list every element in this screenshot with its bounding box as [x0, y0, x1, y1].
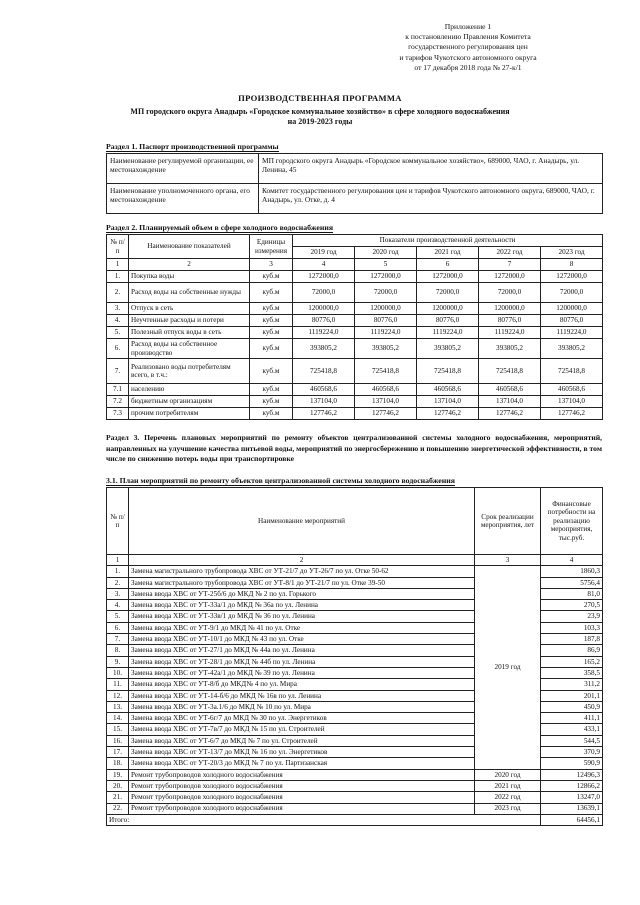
measures-body [107, 566, 603, 815]
row-value: 393805,2 [479, 339, 541, 359]
measure-sum: 13639,1 [541, 803, 603, 814]
row-name: Неучтенные расходы и потери [129, 315, 250, 327]
row-value: 393805,2 [417, 339, 479, 359]
measure-sum: 81,0 [541, 588, 603, 599]
measure-sum: 311,2 [541, 679, 603, 690]
row-value: 72000,0 [417, 283, 479, 303]
row-value: 72000,0 [541, 283, 603, 303]
header-finance: Финансовые потребности на реализацию мероприятия, тыс.руб. [541, 488, 603, 555]
measure-sum: 544,5 [541, 735, 603, 746]
measure-sum: 12866,2 [541, 780, 603, 791]
measure-row [107, 780, 603, 791]
measure-name: Замена ввода ХВС от УТ-28/1 до МКД № 44б по ул. Ленина [129, 656, 475, 667]
volume-row [107, 359, 603, 384]
row-value: 1272000,0 [479, 271, 541, 283]
volume-header-row [107, 235, 603, 247]
measure-name: Ремонт трубопроводов холодного водоснабжения [129, 803, 475, 814]
measures-header-row [107, 488, 603, 555]
row-num: 7.1 [107, 384, 129, 396]
row-value: 460568,6 [355, 384, 417, 396]
row-name: Расход воды на собственное производство [129, 339, 250, 359]
index-cell: 5 [355, 259, 417, 271]
row-value: 393805,2 [355, 339, 417, 359]
measure-name: Замена ввода ХВС от УТ-9/1 до МКД № 41 по ул. Отке [129, 622, 475, 633]
measure-num: 12. [107, 690, 129, 701]
row-value: 393805,2 [541, 339, 603, 359]
measure-sum: 370,9 [541, 747, 603, 758]
row-num: 2. [107, 283, 129, 303]
annex-line: государственного регулирования цен [408, 42, 528, 52]
measure-name: Замена ввода ХВС от УТ-25б/6 до МКД № 2 по ул. Горького [129, 588, 475, 599]
row-value: 725418,8 [293, 359, 355, 384]
row-value: 127746,2 [355, 408, 417, 420]
row-value: 127746,2 [541, 408, 603, 420]
measure-name: Замена ввода ХВС от УТ-8/б до МКД№ 4 по ул. Мира [129, 679, 475, 690]
row-value: 460568,6 [293, 384, 355, 396]
row-num: 4. [107, 315, 129, 327]
measure-name: Замена ввода ХВС от УТ-42а/1 до МКД № 39 по ул. Ленина [129, 667, 475, 678]
row-num: 7.3 [107, 408, 129, 420]
row-value: 725418,8 [417, 359, 479, 384]
measure-name: Замена ввода ХВС от УТ-14-б/6 до МКД № 16в по ул. Ленина [129, 690, 475, 701]
passport-label: Наименование регулируемой организации, ее местонахождение [107, 154, 259, 184]
measure-sum: 270,5 [541, 600, 603, 611]
volume-body [107, 271, 603, 420]
measure-sum: 450,9 [541, 701, 603, 712]
section2-heading [106, 223, 333, 232]
row-unit: куб.м [250, 396, 293, 408]
volume-row [107, 384, 603, 396]
row-name: Отпуск в сеть [129, 303, 250, 315]
header-year: 2023 год [541, 247, 603, 259]
row-value: 1200000,0 [293, 303, 355, 315]
index-cell: 8 [541, 259, 603, 271]
measure-num: 9. [107, 656, 129, 667]
row-unit: куб.м [250, 327, 293, 339]
volume-table [106, 234, 603, 420]
header-group: Показатели производственной деятельности [293, 235, 603, 247]
row-value: 1200000,0 [355, 303, 417, 315]
row-value: 1272000,0 [293, 271, 355, 283]
measure-num: 1. [107, 566, 129, 577]
volume-row [107, 283, 603, 303]
measure-sum: 187,8 [541, 634, 603, 645]
row-name: Покупка воды [129, 271, 250, 283]
measure-name: Замена ввода ХВС от УТ-27/1 до МКД № 44а по ул. Ленина [129, 645, 475, 656]
row-value: 80776,0 [293, 315, 355, 327]
measure-row [107, 803, 603, 814]
measures-table [106, 487, 603, 826]
row-value: 725418,8 [541, 359, 603, 384]
row-value: 72000,0 [479, 283, 541, 303]
row-value: 1119224,0 [479, 327, 541, 339]
measure-name: Ремонт трубопроводов холодного водоснабжения [129, 792, 475, 803]
row-value: 460568,6 [417, 384, 479, 396]
measure-num: 5. [107, 611, 129, 622]
header-year: 2020 год [355, 247, 417, 259]
measure-sum: 86,9 [541, 645, 603, 656]
row-value: 80776,0 [355, 315, 417, 327]
measure-num: 10. [107, 667, 129, 678]
row-unit: куб.м [250, 315, 293, 327]
annex-line: и тарифов Чукотского автономного округа [399, 52, 537, 62]
measure-sum: 411,1 [541, 713, 603, 724]
measure-num: 7. [107, 634, 129, 645]
row-value: 1200000,0 [479, 303, 541, 315]
index-cell: 2 [129, 259, 250, 271]
row-value: 72000,0 [355, 283, 417, 303]
row-name: прочим потребителям [129, 408, 250, 420]
measure-name: Ремонт трубопроводов холодного водоснабжения [129, 769, 475, 780]
row-value: 137104,0 [541, 396, 603, 408]
measure-term: 2019 год [475, 566, 541, 769]
index-cell: 6 [417, 259, 479, 271]
index-cell: 4 [541, 555, 603, 566]
measure-num: 14. [107, 713, 129, 724]
volume-row [107, 303, 603, 315]
row-num: 7. [107, 359, 129, 384]
row-num: 3. [107, 303, 129, 315]
measure-name: Ремонт трубопроводов холодного водоснабжения [129, 780, 475, 791]
row-value: 127746,2 [293, 408, 355, 420]
passport-row [107, 154, 603, 184]
header-year: 2021 год [417, 247, 479, 259]
row-num: 6. [107, 339, 129, 359]
passport-label: Наименование уполномоченного органа, его местонахождение [107, 184, 259, 214]
row-value: 72000,0 [293, 283, 355, 303]
row-num: 1. [107, 271, 129, 283]
measure-name: Замена магистрального трубопровода ХВС от УТ-21/7 до УТ-26/7 по ул. Отке 50-62 [129, 566, 475, 577]
measure-num: 11. [107, 679, 129, 690]
measure-num: 8. [107, 645, 129, 656]
row-value: 460568,6 [479, 384, 541, 396]
measure-num: 22. [107, 803, 129, 814]
measures-total-row [107, 814, 603, 825]
section31-heading [106, 476, 455, 485]
row-value: 1200000,0 [417, 303, 479, 315]
header-num: № п/п [107, 235, 129, 259]
measure-num: 18. [107, 758, 129, 769]
measure-term: 2023 год [475, 803, 541, 814]
measure-sum: 12496,3 [541, 769, 603, 780]
row-value: 80776,0 [417, 315, 479, 327]
measure-num: 13. [107, 701, 129, 712]
row-value: 1119224,0 [417, 327, 479, 339]
row-value: 393805,2 [293, 339, 355, 359]
row-value: 725418,8 [355, 359, 417, 384]
header-num: № п/п [107, 488, 129, 555]
row-unit: куб.м [250, 271, 293, 283]
measure-name: Замена ввода ХВС от УТ-20/3 до МКД № 7 по ул. Партизанская [129, 758, 475, 769]
measure-name: Замена ввода ХВС от УТ-33в/1 до МКД № 36 по ул. Ленина [129, 611, 475, 622]
row-unit: куб.м [250, 359, 293, 384]
index-cell: 2 [129, 555, 475, 566]
measure-sum: 201,1 [541, 690, 603, 701]
header-term: Срок реализации мероприятия, лет [475, 488, 541, 555]
row-unit: куб.м [250, 283, 293, 303]
measure-num: 3. [107, 588, 129, 599]
header-unit: Единицы измерения [250, 235, 293, 259]
measure-sum: 23,9 [541, 611, 603, 622]
measure-num: 17. [107, 747, 129, 758]
measure-num: 21. [107, 792, 129, 803]
header-name: Наименование мероприятий [129, 488, 475, 555]
row-value: 137104,0 [293, 396, 355, 408]
index-cell: 4 [293, 259, 355, 271]
row-value: 137104,0 [479, 396, 541, 408]
measure-num: 4. [107, 600, 129, 611]
row-value: 80776,0 [479, 315, 541, 327]
row-value: 80776,0 [541, 315, 603, 327]
section3-text: Раздел 3. Перечень плановых мероприятий по ремонту объектов централизованной системы холодного водоснабжения, мероприятий, направленных на улучшение качества питьевой воды, мероприятий по энергосбережению и повышению энергетической эффективности, в том числе по снижению потерь воды при транспортировке [106, 433, 602, 463]
row-value: 1272000,0 [541, 271, 603, 283]
annex-block [338, 22, 598, 73]
document-title: ПРОИЗВОДСТВЕННАЯ ПРОГРАММА [238, 93, 402, 103]
measure-sum: 358,5 [541, 667, 603, 678]
row-name: Реализовано воды потребителям всего, в т.ч.: [129, 359, 250, 384]
measure-sum: 13247,0 [541, 792, 603, 803]
annex-line: к постановлению Правления Комитета [405, 32, 531, 42]
measure-sum: 1860,3 [541, 566, 603, 577]
row-unit: куб.м [250, 384, 293, 396]
measures-index-row [107, 555, 603, 566]
row-value: 1119224,0 [355, 327, 417, 339]
measure-name: Замена ввода ХВС от УТ-6/7 до МКД № 7 по ул. Строителей [129, 735, 475, 746]
measure-num: 2. [107, 577, 129, 588]
subtitle-line: МП городского округа Анадырь «Городское коммунальное хозяйство» в сфере холодного водоснабжения [130, 107, 510, 116]
row-num: 5. [107, 327, 129, 339]
row-value: 1272000,0 [417, 271, 479, 283]
measure-name: Замена ввода ХВС от УТ-6г/7 до МКД № 30 по ул. Энергетиков [129, 713, 475, 724]
passport-value: Комитет государственного регулирования цен и тарифов Чукотского автономного округа, 689000, ЧАО, г. Анадырь, ул. Отке, д. 4 [259, 184, 603, 214]
index-cell: 3 [475, 555, 541, 566]
row-value: 460568,6 [541, 384, 603, 396]
measure-sum: 5756,4 [541, 577, 603, 588]
measure-num: 16. [107, 735, 129, 746]
passport-row [107, 184, 603, 214]
header-year: 2019 год [293, 247, 355, 259]
header-year: 2022 год [479, 247, 541, 259]
row-value: 1119224,0 [541, 327, 603, 339]
measure-sum: 103,3 [541, 622, 603, 633]
index-cell: 1 [107, 259, 129, 271]
subtitle-line: на 2019-2023 годы [287, 117, 353, 126]
row-name: населению [129, 384, 250, 396]
row-value: 725418,8 [479, 359, 541, 384]
measure-name: Замена магистрального трубопровода ХВС от УТ-8/1 до УТ-21/7 по ул. Отке 39-50 [129, 577, 475, 588]
row-name: бюджетным организациям [129, 396, 250, 408]
volume-row [107, 327, 603, 339]
measure-name: Замена ввода ХВС от УТ-13/7 до МКД № 16 по ул. Энергетиков [129, 747, 475, 758]
row-value: 137104,0 [355, 396, 417, 408]
row-value: 137104,0 [417, 396, 479, 408]
measure-name: Замена ввода ХВС от УТ-7в/7 до МКД № 15 по ул. Строителей [129, 724, 475, 735]
annex-line: Приложение 1 [444, 22, 492, 31]
row-value: 1119224,0 [293, 327, 355, 339]
row-name: Расход воды на собственные нужды [129, 283, 250, 303]
volume-index-row [107, 259, 603, 271]
section2-heading-text: Раздел 2. Планируемый объем в сфере холодного водоснабжения [106, 223, 334, 232]
measure-sum: 590,9 [541, 758, 603, 769]
row-value: 1272000,0 [355, 271, 417, 283]
row-num: 7.2 [107, 396, 129, 408]
total-label: Итого: [107, 814, 541, 825]
row-unit: куб.м [250, 408, 293, 420]
row-value: 1200000,0 [541, 303, 603, 315]
passport-value: МП городского округа Анадырь «Городское коммунальное хозяйство», 689000, ЧАО, г. Анадырь, ул. Ленина, 45 [259, 154, 603, 184]
section31-heading-text: 3.1. План мероприятий по ремонту объектов централизованной системы холодного водоснабжения [106, 476, 455, 485]
section1-heading-text: Раздел 1. Паспорт производственной программы [106, 142, 279, 151]
row-unit: куб.м [250, 339, 293, 359]
measure-num: 6. [107, 622, 129, 633]
measure-sum: 165,2 [541, 656, 603, 667]
measure-num: 20. [107, 780, 129, 791]
document-subtitle [40, 107, 600, 127]
section1-heading [106, 142, 279, 151]
row-value: 127746,2 [479, 408, 541, 420]
volume-row [107, 339, 603, 359]
measure-row [107, 792, 603, 803]
index-cell: 3 [250, 259, 293, 271]
index-cell: 1 [107, 555, 129, 566]
total-value: 64456,1 [541, 814, 603, 825]
measure-term: 2020 год [475, 769, 541, 780]
measure-term: 2021 год [475, 780, 541, 791]
measure-name: Замена ввода ХВС от УТ-33а/1 до МКД № 36а по ул. Ленина [129, 600, 475, 611]
measure-name: Замена ввода ХВС от УТ-3а.1/6 до МКД № 10 по ул. Мира [129, 701, 475, 712]
measure-term: 2022 год [475, 792, 541, 803]
measure-row [107, 769, 603, 780]
volume-row [107, 315, 603, 327]
passport-table [106, 153, 603, 214]
volume-row [107, 271, 603, 283]
measure-num: 15. [107, 724, 129, 735]
annex-line: от 17 декабря 2018 года № 27-к/1 [414, 62, 522, 72]
volume-row [107, 396, 603, 408]
measure-num: 19. [107, 769, 129, 780]
volume-row [107, 408, 603, 420]
row-unit: куб.м [250, 303, 293, 315]
measure-row [107, 566, 603, 577]
measure-sum: 433,1 [541, 724, 603, 735]
header-name: Наименование показателей [129, 235, 250, 259]
measure-name: Замена ввода ХВС от УТ-10/1 до МКД № 43 по ул. Отке [129, 634, 475, 645]
index-cell: 7 [479, 259, 541, 271]
row-value: 127746,2 [417, 408, 479, 420]
row-name: Полезный отпуск воды в сеть [129, 327, 250, 339]
